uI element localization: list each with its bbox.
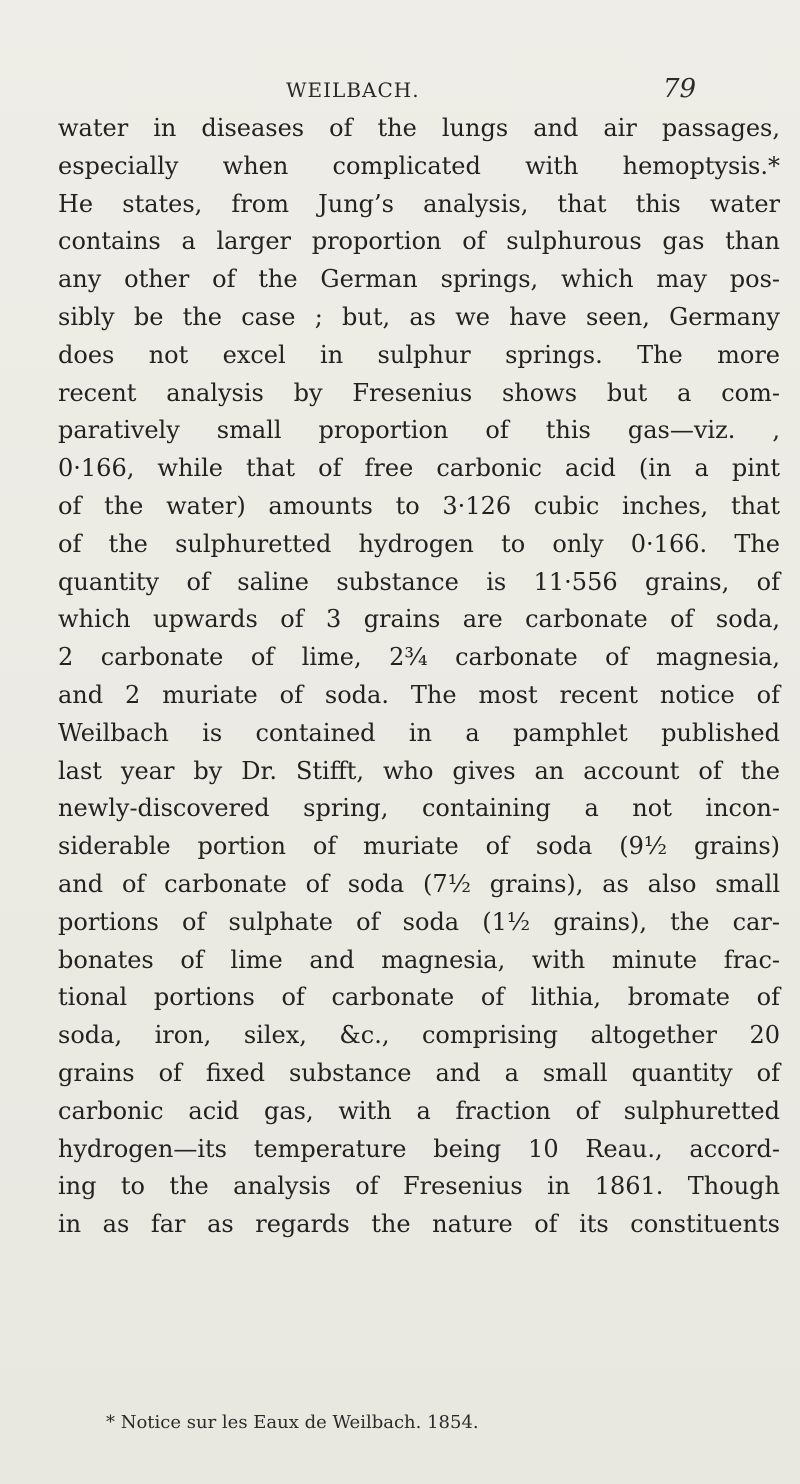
text-line: water in diseases of the lungs and air passages, bbox=[58, 114, 780, 142]
body-paragraph bbox=[58, 110, 780, 1244]
footnote: * Notice sur les Eaux de Weilbach. 1854. bbox=[106, 1412, 479, 1433]
text-line: any other of the German springs, which may pos- bbox=[58, 265, 780, 294]
text-line: tional portions of carbonate of lithia, bromate of bbox=[58, 983, 780, 1012]
text-line: quantity of saline substance is 11·556 grains, of bbox=[58, 567, 780, 596]
text-line: carbonic acid gas, with a fraction of sulphuretted bbox=[58, 1096, 780, 1125]
running-head bbox=[0, 0, 800, 120]
text-line: of the water) amounts to 3·126 cubic inches, that bbox=[58, 491, 780, 520]
text-line: sibly be the case ; but, as we have seen, Germany bbox=[58, 302, 780, 331]
text-line: in as far as regards the nature of its constituents bbox=[58, 1210, 780, 1239]
text-line: Weilbach is contained in a pamphlet published bbox=[58, 718, 780, 747]
text-line: especially when complicated with hemoptysis.* bbox=[58, 151, 780, 180]
text-line: 2 carbonate of lime, 2¾ carbonate of magnesia, bbox=[58, 643, 780, 672]
text-line: hydrogen—its temperature being 10 Reau., accord- bbox=[58, 1134, 780, 1163]
text-line: bonates of lime and magnesia, with minute frac- bbox=[58, 945, 780, 974]
running-head-title: WEILBACH. bbox=[286, 78, 420, 102]
text-line: He states, from Jung’s analysis, that this water bbox=[58, 189, 780, 218]
text-line: recent analysis by Fresenius shows but a com- bbox=[58, 378, 780, 407]
text-line: 0·166, while that of free carbonic acid (in a pint bbox=[58, 454, 780, 483]
text-line: and 2 muriate of soda. The most recent notice of bbox=[58, 680, 780, 709]
text-line: newly-discovered spring, containing a not incon- bbox=[58, 794, 780, 823]
text-line: siderable portion of muriate of soda (9½ grains) bbox=[58, 832, 780, 861]
text-line: paratively small proportion of this gas—viz. , bbox=[58, 416, 780, 445]
text-line: which upwards of 3 grains are carbonate of soda, bbox=[58, 605, 780, 634]
text-line: grains of fixed substance and a small quantity of bbox=[58, 1058, 780, 1087]
text-line: of the sulphuretted hydrogen to only 0·166. The bbox=[58, 529, 780, 558]
page-number: 79 bbox=[663, 74, 697, 104]
text-line: ing to the analysis of Fresenius in 1861. Though bbox=[58, 1172, 780, 1201]
text-line: does not excel in sulphur springs. The more bbox=[58, 340, 780, 369]
text-line: last year by Dr. Stifft, who gives an account of the bbox=[58, 756, 780, 785]
text-line: contains a larger proportion of sulphurous gas than bbox=[58, 227, 780, 256]
text-line: and of carbonate of soda (7½ grains), as also small bbox=[58, 869, 780, 898]
text-line: portions of sulphate of soda (1½ grains), the car- bbox=[58, 907, 780, 936]
text-line: soda, iron, silex, &c., comprising altogether 20 bbox=[58, 1021, 780, 1050]
